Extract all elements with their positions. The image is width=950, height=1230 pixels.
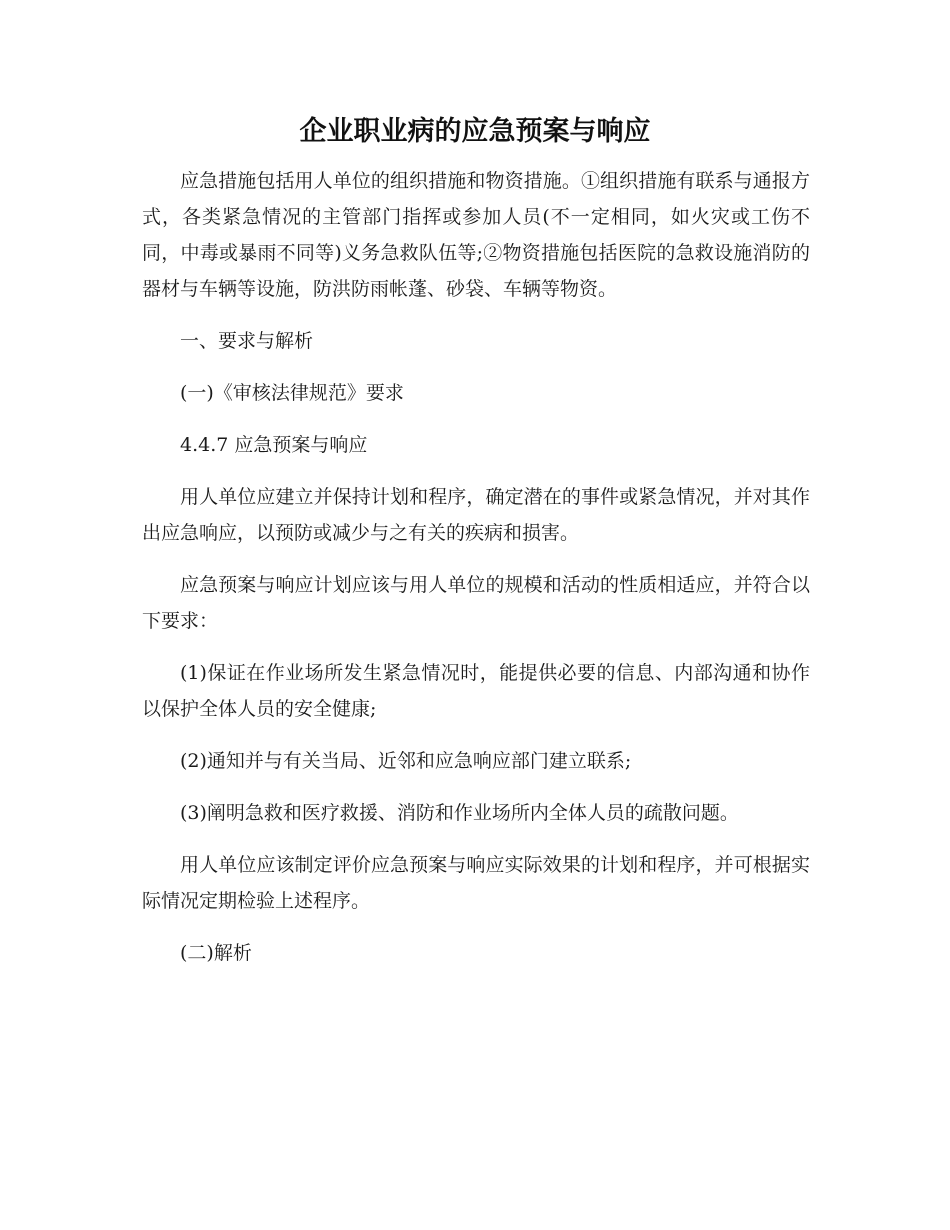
subsection-heading-audit-requirements: (一)《审核法律规范》要求 <box>180 382 404 404</box>
clause-heading-4-4-7: 4.4.7 应急预案与响应 <box>180 434 368 456</box>
section-heading-requirements: 一、要求与解析 <box>180 330 314 352</box>
paragraph-emergency-measures: 应急措施包括用人单位的组织措施和物资措施。①组织措施有联系与通报方式，各类紧急情况的主管部门指挥或参加人员(不一定相同，如火灾或工伤不同，中毒或暴雨不同等)义务急救队伍等;②物资措施包括医院的急救设施消防的器材与车辆等设施，防洪防雨帐蓬、砂袋、车辆等物资。 <box>142 170 810 300</box>
list-item-3: (3)阐明急救和医疗救援、消防和作业场所内全体人员的疏散问题。 <box>180 802 739 824</box>
document-title: 企业职业病的应急预案与响应 <box>299 116 651 147</box>
list-item-1: (1)保证在作业场所发生紧急情况时，能提供必要的信息、内部沟通和协作以保护全体人员的安全健康; <box>142 662 810 720</box>
list-item-2: (2)通知并与有关当局、近邻和应急响应部门建立联系; <box>180 750 632 772</box>
paragraph-evaluate-plan: 用人单位应该制定评价应急预案与响应实际效果的计划和程序，并可根据实际情况定期检验上述程序。 <box>142 854 810 912</box>
document-body <box>142 163 810 987</box>
subsection-heading-analysis: (二)解析 <box>180 942 252 964</box>
paragraph-plan-requirements: 应急预案与响应计划应该与用人单位的规模和活动的性质相适应，并符合以下要求： <box>142 574 810 632</box>
paragraph-establish-plan: 用人单位应建立并保持计划和程序，确定潜在的事件或紧急情况，并对其作出应急响应，以预防或减少与之有关的疾病和损害。 <box>142 486 810 544</box>
